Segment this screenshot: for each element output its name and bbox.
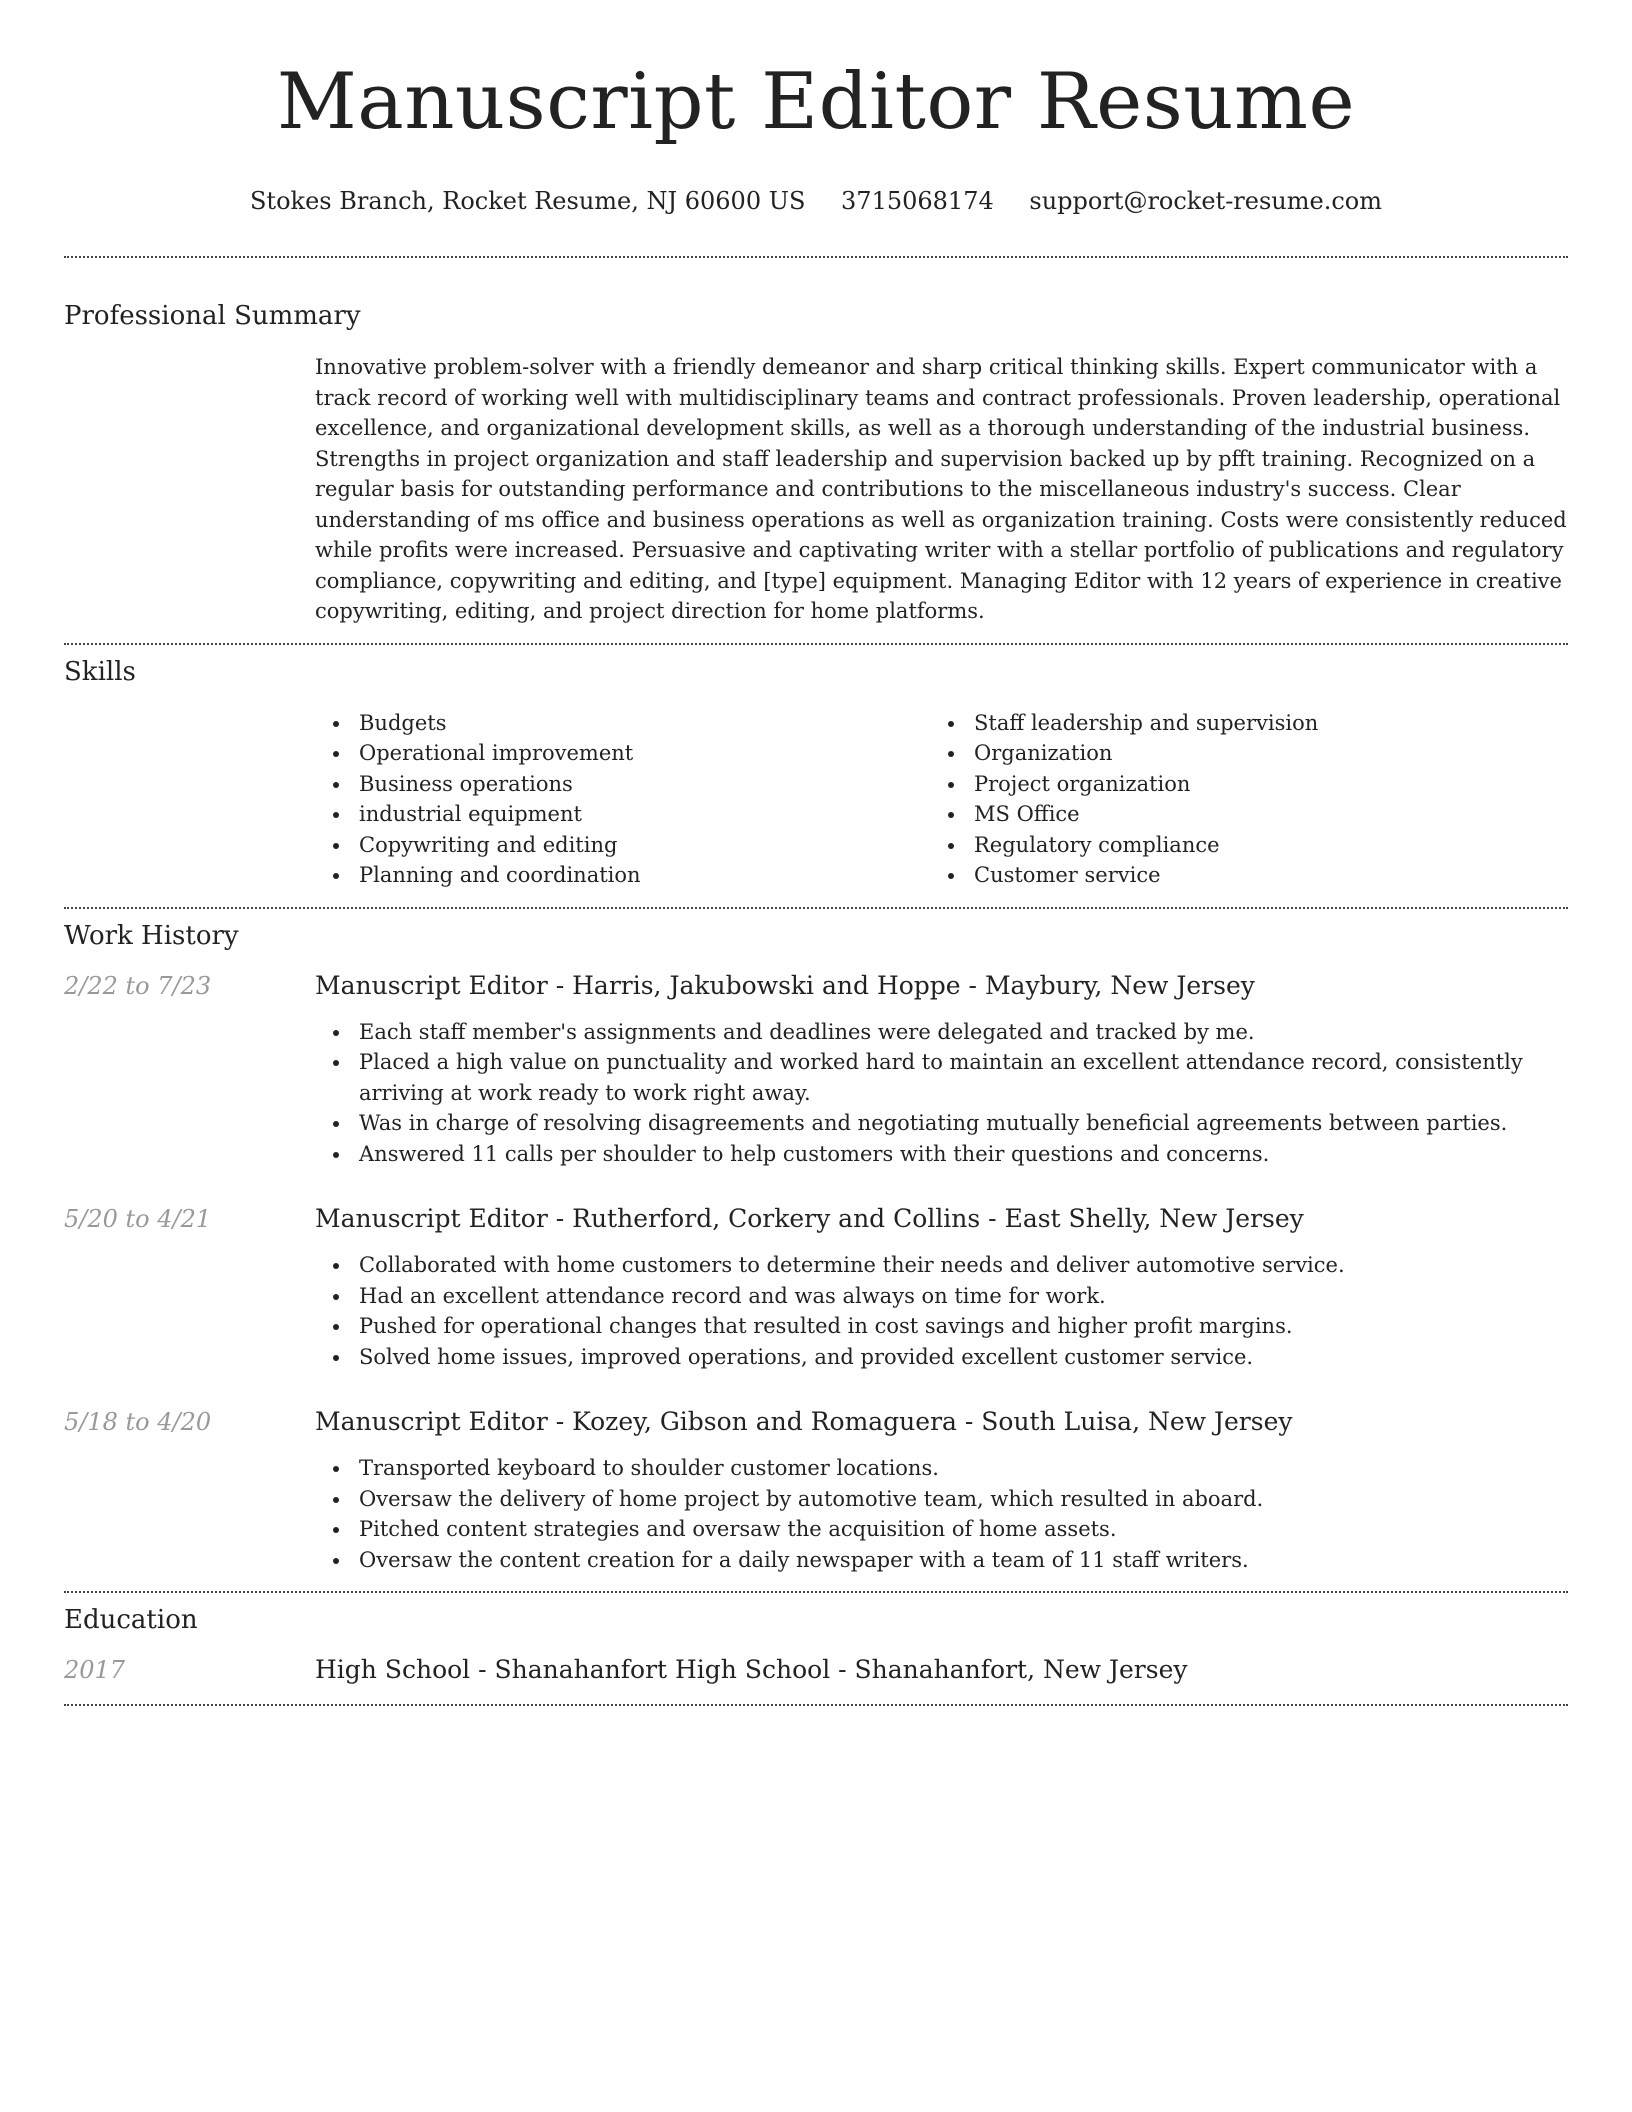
summary-heading: Professional Summary [64,301,361,331]
skills-list [315,708,1568,891]
skill-item: Staff leadership and supervision [930,708,1545,739]
section-divider [64,1704,1568,1706]
section-divider [64,643,1568,645]
job-dates: 2/22 to 7/23 [64,971,212,1000]
job-bullet: Placed a high value on punctuality and worked hard to maintain an excellent attendance record, consistently arriving at work ready to work right away. [315,1047,1568,1108]
education-entry [64,1652,1568,1688]
education-year: 2017 [64,1656,126,1684]
job-bullet: Answered 11 calls per shoulder to help customers with their questions and concerns. [315,1139,1568,1170]
job-entry [64,968,1568,1170]
job-entry [64,1404,1568,1575]
skill-item: Budgets [315,708,930,739]
skills-column-right [930,708,1545,891]
skill-item: Project organization [930,769,1545,800]
skill-item: Copywriting and editing [315,830,930,861]
job-dates: 5/18 to 4/20 [64,1408,212,1436]
job-bullets [315,1250,1568,1372]
contact-address: Stokes Branch, Rocket Resume, NJ 60600 US [249,187,806,215]
job-header [64,1201,1568,1237]
skill-item: Customer service [930,860,1545,891]
job-details [315,1453,1568,1575]
section-divider [64,1591,1568,1593]
job-bullet: Each staff member's assignments and deadlines were delegated and tracked by me. [315,1017,1568,1048]
job-bullets [315,1017,1568,1170]
job-details [315,1250,1568,1372]
job-title: Manuscript Editor - Rutherford, Corkery and Collins - East Shelly, New Jersey [315,1204,1304,1233]
contact-phone: 3715068174 [841,187,994,215]
job-bullet: Oversaw the delivery of home project by automotive team, which resulted in aboard. [315,1484,1568,1515]
contact-email[interactable]: support@rocket-resume.com [1029,187,1382,215]
resume-title: Manuscript Editor Resume [276,57,1356,147]
education-title: High School - Shanahanfort High School - Shanahanfort, New Jersey [315,1655,1188,1684]
skills-column-left [315,708,930,891]
section-divider [64,907,1568,909]
skill-item: Operational improvement [315,738,930,769]
job-bullet: Solved home issues, improved operations, and provided excellent customer service. [315,1342,1568,1373]
job-entry [64,1201,1568,1372]
skill-item: Planning and coordination [315,860,930,891]
job-header [64,1404,1568,1440]
job-bullets [315,1453,1568,1575]
job-header [64,968,1568,1004]
skill-item: Organization [930,738,1545,769]
job-bullet: Oversaw the content creation for a daily newspaper with a team of 11 staff writers. [315,1545,1568,1576]
skill-item: industrial equipment [315,799,930,830]
education-heading: Education [64,1605,198,1635]
summary-text: Innovative problem-solver with a friendly demeanor and sharp critical thinking skills. Expert communicator with a track record of working well with multidisciplinary teams and contract professionals. Proven leadership, operational excellence, and organizational development skills, as well as a thorough understanding of the industrial business. Strengths in project organization and staff leadership and supervision backed up by pfft training. Recognized on a regular basis for outstanding performance and contributions to the miscellaneous industry's success. Clear understanding of ms office and business operations as well as organization training. Costs were consistently reduced while profits were increased. Persuasive and captivating writer with a stellar portfolio of publications and regulatory compliance, copywriting and editing, and [type] equipment. Managing Editor with 12 years of experience in creative copywriting, editing, and project direction for home platforms. [315,355,1567,623]
summary-section [315,352,1568,627]
contact-line [64,186,1568,216]
job-bullet: Had an excellent attendance record and was always on time for work. [315,1281,1568,1312]
skills-heading: Skills [64,656,136,687]
job-details [315,1017,1568,1170]
job-title: Manuscript Editor - Harris, Jakubowski and Hoppe - Maybury, New Jersey [315,970,1255,1000]
work-heading: Work History [64,920,239,951]
job-bullet: Transported keyboard to shoulder customer locations. [315,1453,1568,1484]
job-title: Manuscript Editor - Kozey, Gibson and Romaguera - South Luisa, New Jersey [315,1407,1293,1436]
job-bullet: Collaborated with home customers to determine their needs and deliver automotive service. [315,1250,1568,1281]
job-bullet: Was in charge of resolving disagreements and negotiating mutually beneficial agreements between parties. [315,1108,1568,1139]
education-header [64,1652,1568,1688]
section-divider [64,256,1568,258]
skill-item: Regulatory compliance [930,830,1545,861]
skill-item: MS Office [930,799,1545,830]
skill-item: Business operations [315,769,930,800]
job-bullet: Pitched content strategies and oversaw the acquisition of home assets. [315,1514,1568,1545]
job-dates: 5/20 to 4/21 [64,1205,212,1233]
job-bullet: Pushed for operational changes that resulted in cost savings and higher profit margins. [315,1311,1568,1342]
